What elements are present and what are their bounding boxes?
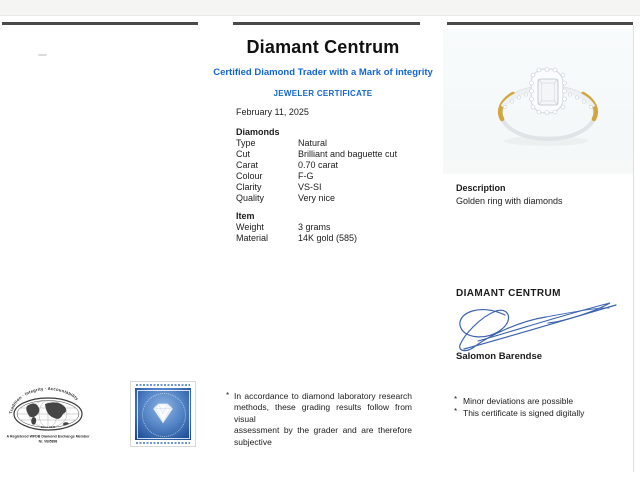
spec-row (236, 160, 436, 171)
footnote-item (454, 407, 584, 419)
footnote-asterisk: * (454, 395, 458, 404)
diamond-stamp-icon (130, 381, 196, 447)
spec-row (236, 171, 436, 182)
specification-tables (236, 127, 436, 244)
company-name: DIAMANT CENTRUM (456, 288, 561, 299)
spec-value: 14K gold (585) (298, 233, 358, 243)
spec-label: Material (236, 233, 269, 243)
signer-name: Salomon Barendse (456, 351, 543, 362)
scan-top-strip (0, 0, 640, 16)
spec-value: VS-SI (298, 182, 322, 192)
footnote-line: In accordance to diamond laboratory research (234, 391, 412, 401)
stamp-microtext-top (136, 384, 190, 386)
seal-since-text: Since 1947 (40, 425, 56, 429)
spec-label: Carat (236, 160, 259, 170)
page-right-edge-line (633, 25, 634, 472)
spec-label: Colour (236, 171, 263, 181)
spec-value: Very nice (298, 193, 336, 203)
spec-row (236, 222, 436, 233)
description-heading: Description (456, 183, 506, 193)
spec-label: Clarity (236, 182, 262, 192)
certified-trader-subtitle: Certified Diamond Trader with a Mark of integrity (213, 67, 433, 78)
footnote-line: methods, these grading results follow from visual (234, 402, 412, 424)
item-section-heading: Item (236, 211, 255, 221)
grading-footnote (226, 391, 412, 448)
spec-value: 0.70 carat (298, 160, 339, 170)
footnote-line: assessment by the grader and are therefore (234, 425, 412, 436)
seal-number-line: Nr. VB/5898 (38, 439, 58, 444)
spec-label: Type (236, 138, 256, 148)
footnote-line: subjective (234, 436, 272, 447)
spec-value: F-G (298, 171, 314, 181)
signature-icon (450, 295, 622, 353)
spec-row (236, 193, 436, 204)
footnote-item (454, 395, 584, 407)
page-top-border-left (2, 22, 198, 25)
footnote-asterisk: * (454, 407, 458, 417)
spec-value: Natural (298, 138, 328, 148)
page-top-border-right (447, 22, 633, 25)
gold-ring-image (443, 29, 633, 174)
svg-text:Tradition · Integrity · Accoun (8, 386, 80, 414)
diamonds-section-heading: Diamonds (236, 127, 280, 137)
ring-photo (443, 29, 633, 174)
stamp-inner (135, 388, 191, 440)
spec-label: Weight (236, 222, 264, 232)
spec-row (236, 182, 436, 193)
footnote-asterisk: * (226, 391, 230, 400)
globe-seal-icon (5, 384, 91, 446)
spec-label: Cut (236, 149, 251, 159)
spec-row (236, 138, 436, 149)
issue-date: February 11, 2025 (236, 107, 309, 117)
footnote-text: This certificate is signed digitally (463, 408, 585, 419)
description-value: Golden ring with diamonds (456, 196, 563, 206)
spec-value: 3 grams (298, 222, 331, 232)
footnote-text: Minor deviations are possible (463, 396, 574, 406)
seal-arc-text: Tradition · Integrity · Accountability (8, 385, 80, 415)
spec-row (236, 233, 436, 244)
stamp-microtext-bottom (136, 442, 190, 444)
scan-smudge (38, 54, 47, 56)
wfdb-seal-icon (5, 384, 91, 451)
seal-registration-line: A Registered WFDB Diamond Exchange Member (6, 434, 90, 439)
diamond-icon (147, 400, 179, 426)
spec-row (236, 149, 436, 160)
signature (450, 295, 622, 358)
spec-value: Brilliant and baguette cut (298, 149, 398, 159)
certificate-type-label: JEWELER CERTIFICATE (273, 89, 373, 98)
spec-label: Quality (236, 193, 265, 203)
page-top-border-center (233, 22, 420, 25)
right-footnotes (454, 395, 584, 420)
page-title: Diamant Centrum (246, 37, 400, 57)
